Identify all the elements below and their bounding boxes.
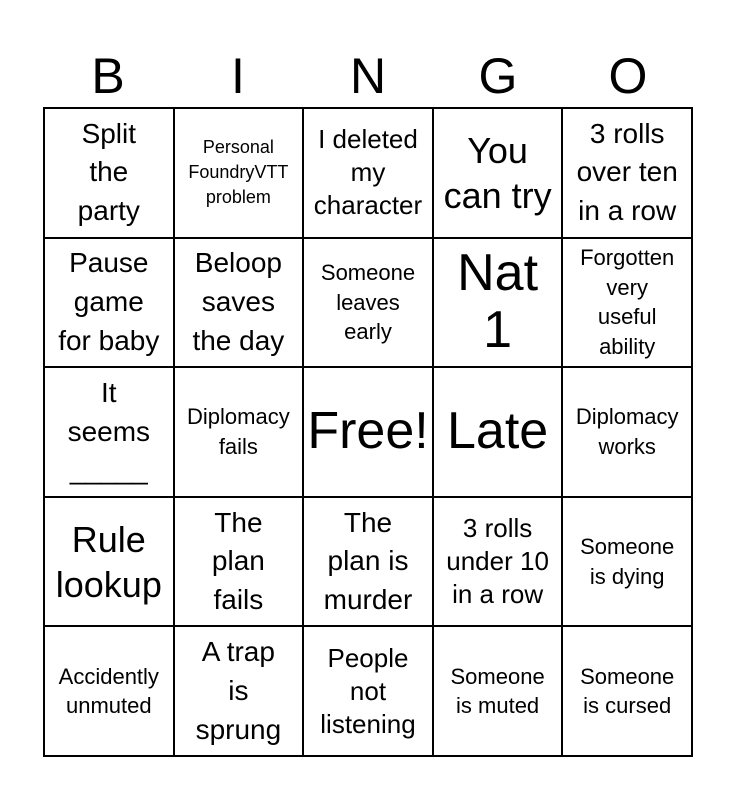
bingo-cell-i3[interactable]: Diplomacy fails: [174, 367, 304, 497]
bingo-cell-g1[interactable]: You can try: [433, 108, 563, 238]
bingo-cell-b4[interactable]: Rule lookup: [44, 497, 174, 627]
bingo-cell-i4[interactable]: The plan fails: [174, 497, 304, 627]
header-letter-b: B: [91, 48, 125, 104]
bingo-cell-free-space[interactable]: Free!: [303, 367, 433, 497]
header-letter-o: O: [608, 48, 648, 104]
header-letter-g: G: [478, 48, 518, 104]
bingo-cell-g2[interactable]: Nat 1: [433, 238, 563, 368]
bingo-cell-i1[interactable]: Personal FoundryVTT problem: [174, 108, 304, 238]
bingo-cell-b2[interactable]: Pause game for baby: [44, 238, 174, 368]
bingo-cell-o4[interactable]: Someone is dying: [562, 497, 692, 627]
bingo-cell-g3[interactable]: Late: [433, 367, 563, 497]
bingo-cell-n2[interactable]: Someone leaves early: [303, 238, 433, 368]
bingo-cell-i5[interactable]: A trap is sprung: [174, 626, 304, 756]
bingo-cell-o5[interactable]: Someone is cursed: [562, 626, 692, 756]
bingo-cell-i2[interactable]: Beloop saves the day: [174, 238, 304, 368]
header-letter-i: I: [231, 48, 245, 104]
bingo-cell-o3[interactable]: Diplomacy works: [562, 367, 692, 497]
bingo-cell-g5[interactable]: Someone is muted: [433, 626, 563, 756]
bingo-cell-g4[interactable]: 3 rolls under 10 in a row: [433, 497, 563, 627]
bingo-cell-b3[interactable]: It seems _____: [44, 367, 174, 497]
bingo-cell-o2[interactable]: Forgotten very useful ability: [562, 238, 692, 368]
header-letter-n: N: [349, 48, 387, 104]
bingo-cell-n5[interactable]: People not listening: [303, 626, 433, 756]
bingo-cell-b5[interactable]: Accidently unmuted: [44, 626, 174, 756]
bingo-cell-n4[interactable]: The plan is murder: [303, 497, 433, 627]
bingo-header: [43, 46, 693, 106]
bingo-board: [43, 107, 693, 757]
bingo-cell-o1[interactable]: 3 rolls over ten in a row: [562, 108, 692, 238]
bingo-cell-n1[interactable]: I deleted my character: [303, 108, 433, 238]
bingo-cell-b1[interactable]: Split the party: [44, 108, 174, 238]
